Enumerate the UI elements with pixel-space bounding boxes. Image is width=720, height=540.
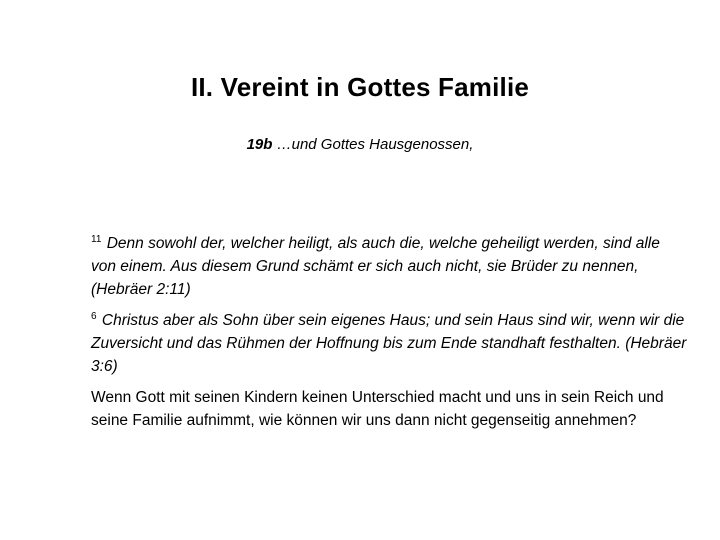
slide-subtitle [0,136,720,153]
verse-text: Christus aber als Sohn über sein eigenes Haus; und sein Haus sind wir, wenn wir die Zuversicht und das Rühmen der Hoffnung bis zum Ende standhaft festhalten. (Hebräer 3:6) [91,312,687,375]
slide-body [91,232,689,440]
subtitle-text: …und Gottes Hausgenossen, [276,136,474,153]
verse-number: 6 [91,310,97,322]
subtitle-verse-number: 19b [246,136,273,153]
verse-number: 11 [91,233,102,245]
verse-hebrews-3-6 [91,309,689,378]
verse-text: Denn sowohl der, welcher heiligt, als auch die, welche geheiligt werden, sind alle von einem. Aus diesem Grund schämt er sich auch nicht, sie Brüder zu nennen, (Hebräer 2:11) [91,235,660,298]
closing-question: Wenn Gott mit seinen Kindern keinen Unterschied macht und uns in sein Reich und seine Familie aufnimmt, wie können wir uns dann nicht gegenseitig annehmen? [91,389,664,429]
slide-title: II. Vereint in Gottes Familie [190,72,530,102]
verse-hebrews-2-11 [91,232,689,301]
